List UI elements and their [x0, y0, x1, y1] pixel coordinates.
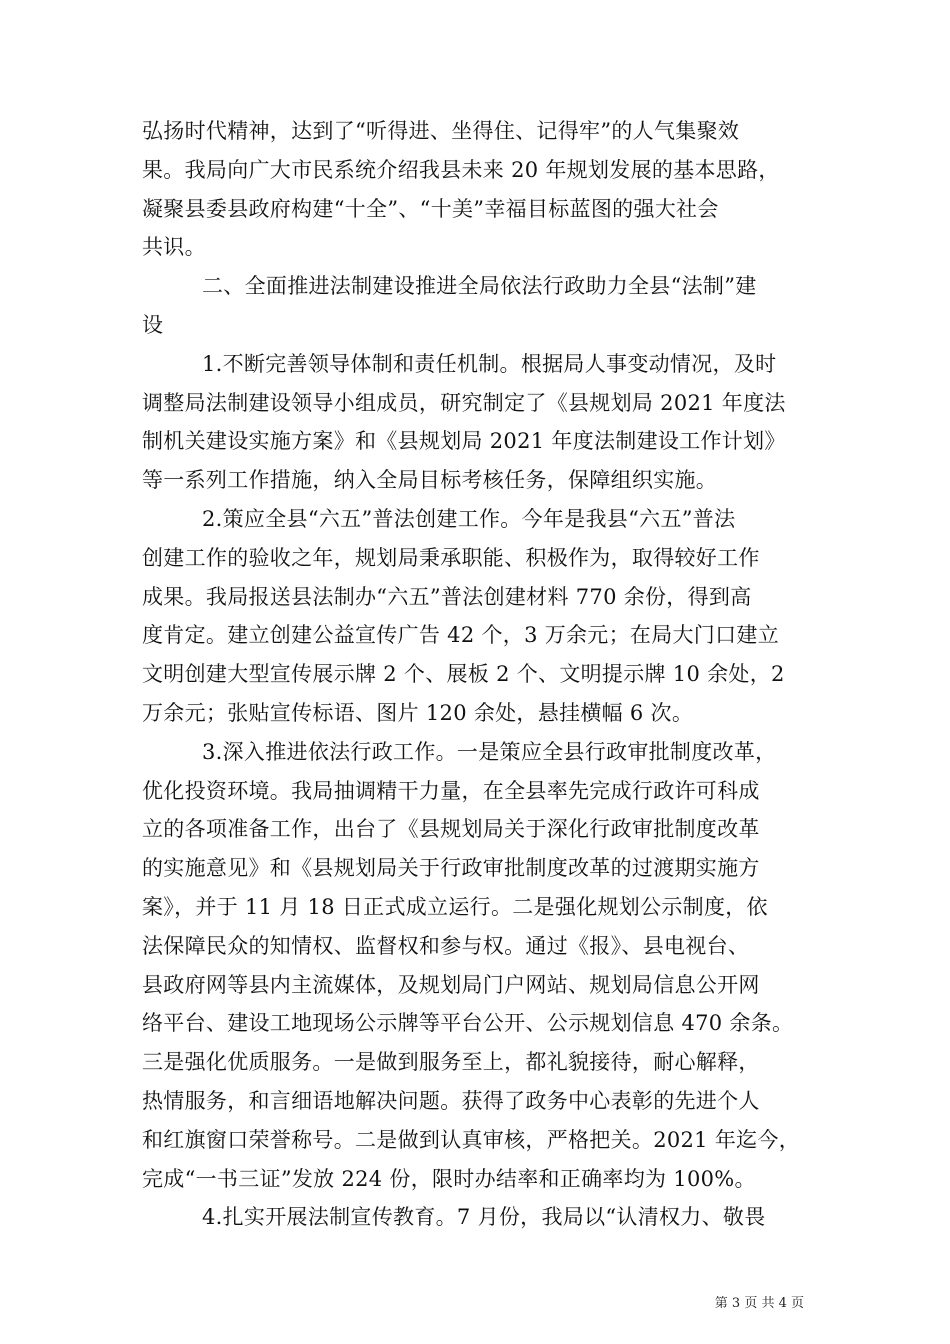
document-body	[142, 112, 810, 1237]
text-line: 设	[142, 312, 164, 337]
text-line: 调整局法制建设领导小组成员，研究制定了《县规划局 2021 年度法	[142, 390, 786, 415]
text-line: 案》，并于 11 月 18 日正式成立运行。二是强化规划公示制度，依	[142, 894, 768, 919]
text-line: 创建工作的验收之年，规划局秉承职能、积极作为，取得较好工作	[142, 545, 760, 570]
text-line: 完成“一书三证”发放 224 份，限时办结率和正确率均为 100%。	[142, 1166, 756, 1191]
text-line: 制机关建设实施方案》和《县规划局 2021 年度法制建设工作计划》	[142, 429, 786, 454]
text-line: 立的各项准备工作，出台了《县规划局关于深化行政审批制度改革	[142, 817, 760, 842]
text-line: 三是强化优质服务。一是做到服务至上，都礼貌接待，耐心解释，	[142, 1050, 760, 1075]
paragraph-first-line: 1.不断完善领导体制和责任机制。根据局人事变动情况，及时	[202, 351, 777, 376]
text-line: 络平台、建设工地现场公示牌等平台公开、公示规划信息 470 余条。	[142, 1011, 794, 1036]
paragraph-first-line: 2.策应全县“六五”普法创建工作。今年是我县“六五”普法	[202, 506, 736, 531]
text-line: 弘扬时代精神，达到了“听得进、坐得住、记得牢”的人气集聚效	[142, 119, 740, 143]
text-line: 等一系列工作措施，纳入全局目标考核任务，保障组织实施。	[142, 468, 718, 493]
text-line: 和红旗窗口荣誉称号。二是做到认真审核，严格把关。2021 年迄今，	[142, 1127, 801, 1152]
text-line: 热情服务，和言细语地解决问题。获得了政务中心表彰的先进个人	[142, 1088, 760, 1113]
text-line: 的实施意见》和《县规划局关于行政审批制度改革的过渡期实施方	[142, 856, 760, 881]
text-line: 成果。我局报送县法制办“六五”普法创建材料 770 余份，得到高	[142, 584, 752, 609]
page-number-footer: 第 3 页 共 4 页	[714, 1296, 804, 1311]
text-line: 果。我局向广大市民系统介绍我县未来 20 年规划发展的基本思路，	[142, 157, 780, 182]
text-line: 共识。	[142, 235, 206, 260]
text-line: 文明创建大型宣传展示牌 2 个、展板 2 个、文明提示牌 10 余处，2	[142, 662, 785, 687]
text-line: 县政府网等县内主流媒体，及规划局门户网站、规划局信息公开网	[142, 972, 760, 997]
paragraph-first-line: 4.扎实开展法制宣传教育。7 月份，我局以“认清权力、敬畏	[202, 1205, 766, 1230]
text-line: 凝聚县委县政府构建“十全”、“十美”幸福目标蓝图的强大社会	[142, 196, 719, 221]
text-line: 度肯定。建立创建公益宣传广告 42 个，3 万余元；在局大门口建立	[142, 623, 780, 648]
text-line: 优化投资环境。我局抽调精干力量，在全县率先完成行政许可科成	[142, 778, 760, 803]
text-line: 法保障民众的知情权、监督权和参与权。通过《报》、县电视台、	[142, 933, 750, 958]
paragraph-first-line: 3.深入推进依法行政工作。一是策应全县行政审批制度改革，	[202, 739, 777, 764]
text-line: 万余元；张贴宣传标语、图片 120 余处，悬挂横幅 6 次。	[142, 700, 694, 725]
paragraph-first-line: 二、全面推进法制建设推进全局依法行政助力全县“法制”建	[202, 274, 757, 299]
